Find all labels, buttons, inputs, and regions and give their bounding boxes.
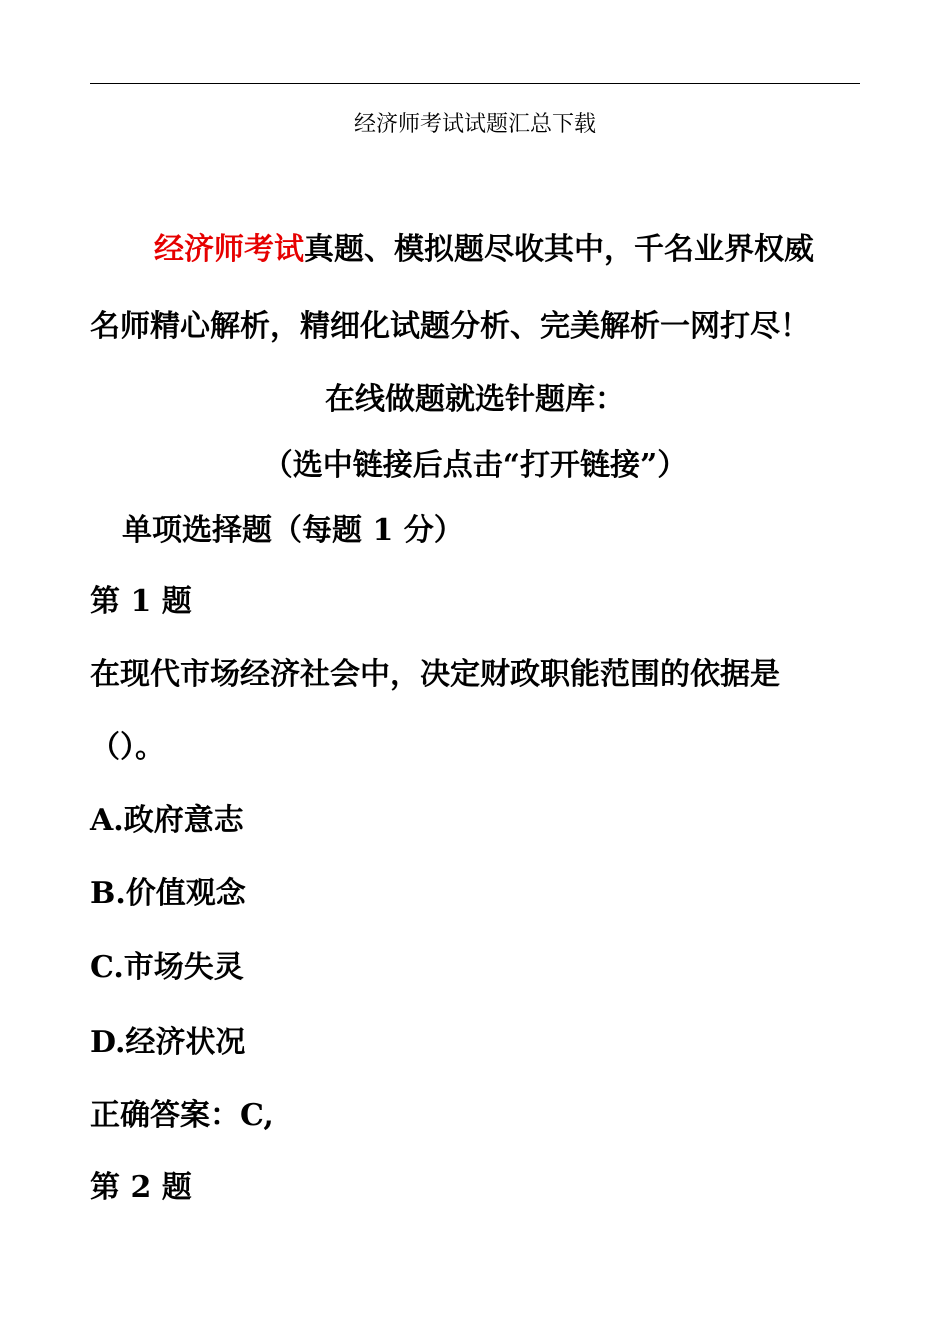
question-1-stem-line-2: （）。: [90, 730, 165, 765]
question-1-option-b: B.价值观念: [90, 876, 246, 911]
page-header-title: 经济师考试试题汇总下载: [353, 112, 596, 137]
promo-hint: （选中链接后点击“打开链接”）: [262, 448, 688, 483]
promo-highlight-link[interactable]: 经济师考试: [154, 232, 304, 267]
header-rule: [90, 83, 860, 84]
promo-line-1: [90, 228, 860, 272]
question-1-stem-line-1: 在现代市场经济社会中，决定财政职能范围的依据是: [90, 657, 780, 692]
question-1-number: 第 1 题: [90, 584, 192, 619]
question-1-answer: 正确答案：C,: [90, 1098, 274, 1133]
promo-line-1-text: 真题、模拟题尽收其中，千名业界权威: [304, 232, 814, 267]
question-2-number: 第 2 题: [90, 1170, 192, 1205]
question-1-option-c: C.市场失灵: [90, 950, 244, 985]
section-title: 单项选择题（每题 1 分）: [122, 513, 464, 548]
promo-cta: 在线做题就选针题库：: [325, 382, 625, 417]
question-1-option-d: D.经济状况: [90, 1025, 246, 1060]
question-1-option-a: A.政府意志: [90, 803, 244, 838]
promo-line-2: 名师精心解析，精细化试题分析、完美解析一网打尽！: [90, 309, 810, 344]
